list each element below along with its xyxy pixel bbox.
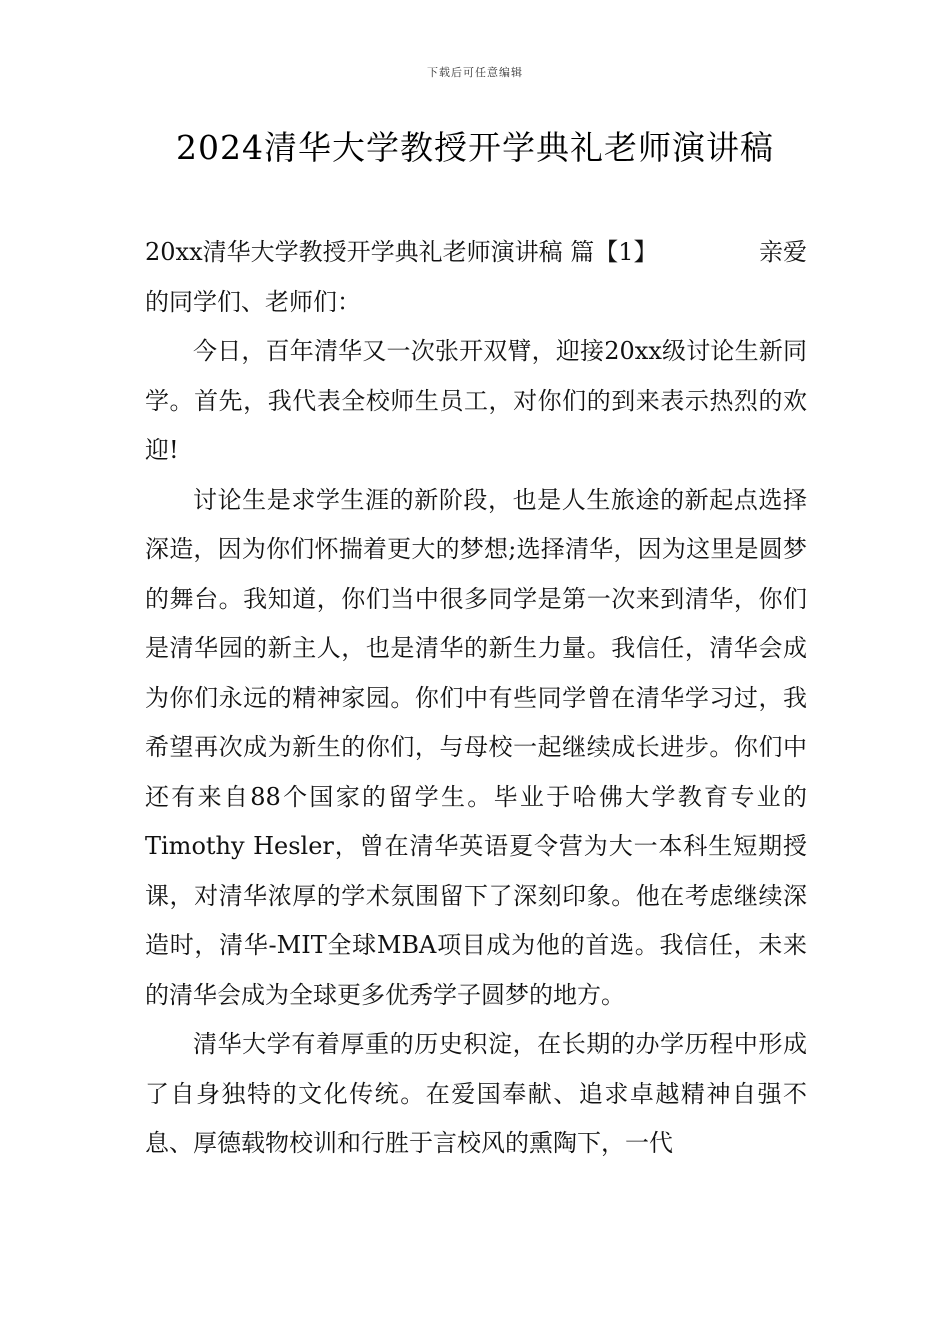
intro-line-right: 亲爱 (759, 238, 807, 266)
intro-line-left: 20xx清华大学教授开学典礼老师演讲稿 篇【1】 (145, 238, 658, 266)
intro-line-continuation: 的同学们、老师们： (145, 287, 361, 316)
document-title: 2024清华大学教授开学典礼老师演讲稿 (176, 128, 774, 167)
paragraph: 清华大学有着厚重的历史积淀，在长期的办学历程中形成了自身独特的文化传统。在爱国奉献、追求卓越精神自强不息、厚德载物校训和行胜于言校风的熏陶下，一代 (145, 1030, 807, 1157)
paragraph: 今日，百年清华又一次张开双臂，迎接20xx级讨论生新同学。首先，我代表全校师生员工，对你们的到来表示热烈的欢迎! (145, 337, 807, 464)
paragraph: 讨论生是求学生涯的新阶段，也是人生旅途的新起点选择深造，因为你们怀揣着更大的梦想;选择清华，因为这里是圆梦的舞台。我知道，你们当中很多同学是第一次来到清华，你们是清华园的新主人，也是清华的新生力量。我信任，清华会成为你们永远的精神家园。你们中有些同学曾在清华学习过，我希望再次成为新生的你们，与母校一起继续成长进步。你们中还有来自88个国家的留学生。毕业于哈佛大学教育专业的Timothy Hesler，曾在清华英语夏令营为大一本科生短期授课，对清华浓厚的学术氛围留下了深刻印象。他在考虑继续深造时，清华-MIT全球MBA项目成为他的首选。我信任，未来的清华会成为全球更多优秀学子圆梦的地方。 (145, 485, 807, 1009)
header-note: 下载后可任意编辑 (427, 66, 523, 79)
intro-line (145, 228, 807, 278)
document-body (145, 228, 807, 1169)
